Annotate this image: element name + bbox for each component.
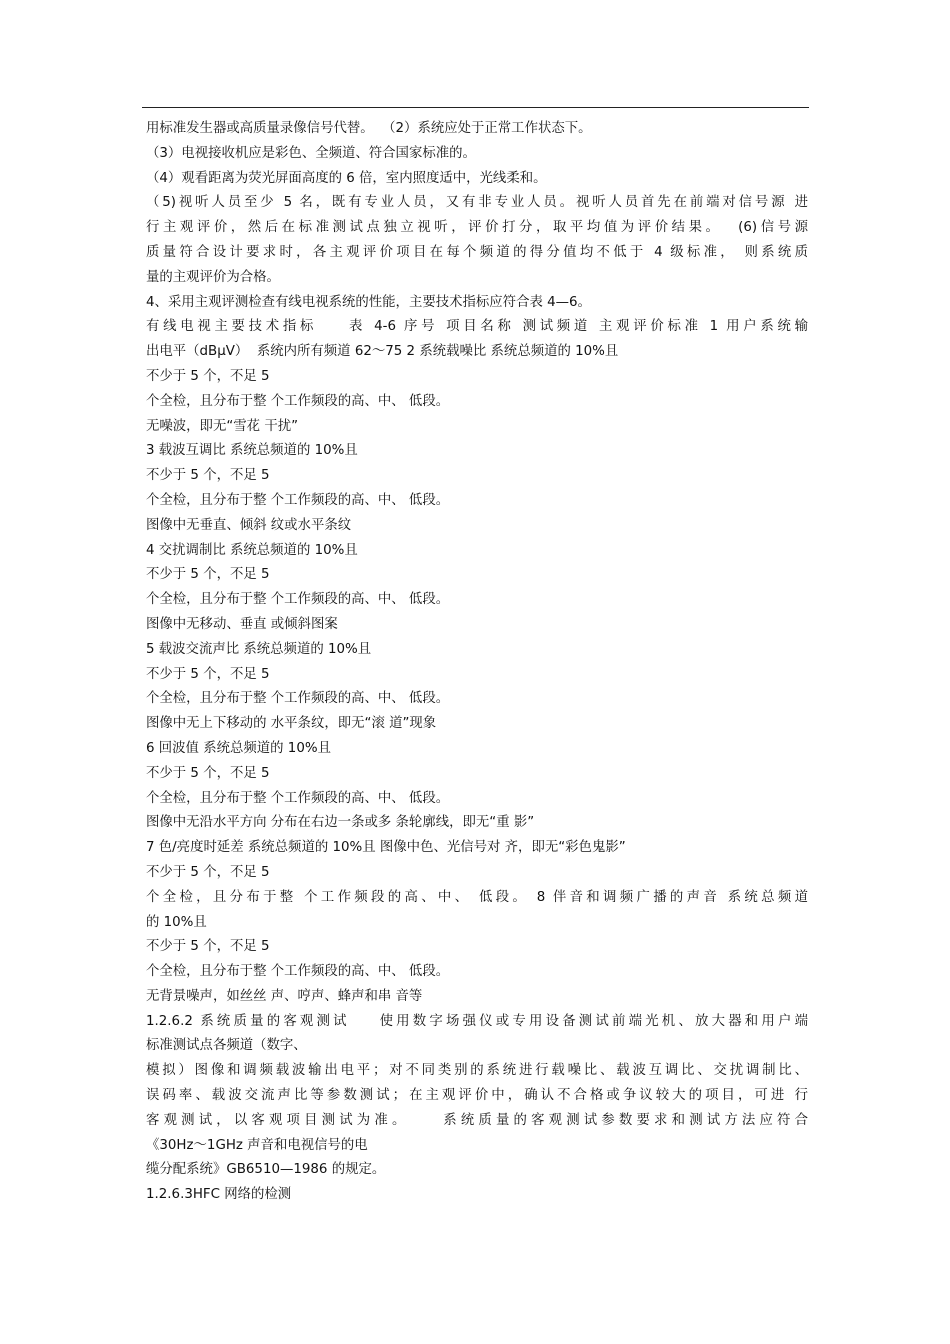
text-line: 个全检，且分布于整 个工作频段的高、中、 低段。: [146, 492, 450, 508]
text-line: 4 交扰调制比 系统总频道的 10%且: [146, 542, 358, 558]
document-body: [146, 117, 808, 1208]
text-line: 个全检，且分布于整 个工作频段的高、中、 低段。: [146, 790, 450, 806]
text-line: 个全检，且分布于整 个工作频段的高、中、 低段。: [146, 691, 450, 707]
text-line: 无背景噪声，如丝丝 声、哼声、蜂声和串 音等: [146, 988, 423, 1004]
text-line: 个全检，且分布于整 个工作频段的高、中、 低段。 8 伴音和调频广播的声音 系统总频道: [146, 889, 808, 905]
text-line: 标准测试点各频道（数字、: [146, 1038, 307, 1054]
text-line: 5 载波交流声比 系统总频道的 10%且: [146, 641, 372, 657]
text-line: 图像中无移动、垂直 或倾斜图案: [146, 616, 338, 632]
text-line: 1.2.6.2 系统质量的客观测试 使用数字场强仪或专用设备测试前端光机、放大器和用户端: [146, 1013, 808, 1029]
text-line: 客观测试，以客观项目测试为准。 系统质量的客观测试参数要求和测试方法应符合: [146, 1112, 808, 1128]
text-line: （3）电视接收机应是彩色、全频道、符合国家标准的。: [146, 145, 476, 161]
text-line: 用标准发生器或高质量录像信号代替。 （2）系统应处于正常工作状态下。: [146, 121, 592, 136]
text-line: 行主观评价，然后在标准测试点独立视听，评价打分，取平均值为评价结果。 (6)信号源: [146, 220, 808, 236]
text-line: 模拟）图像和调频载波输出电平；对不同类别的系统进行载噪比、载波互调比、交扰调制比、: [146, 1063, 808, 1079]
text-line: 1.2.6.3HFC 网络的检测: [146, 1187, 292, 1203]
text-line: 的 10%且: [146, 914, 207, 930]
text-line: 不少于 5 个，不足 5: [146, 864, 270, 880]
text-line: 不少于 5 个，不足 5: [146, 468, 270, 484]
text-line: 不少于 5 个，不足 5: [146, 368, 270, 384]
text-line: 图像中无垂直、倾斜 纹或水平条纹: [146, 517, 352, 533]
text-line: 个全检，且分布于整 个工作频段的高、中、 低段。: [146, 592, 450, 608]
text-line: 不少于 5 个，不足 5: [146, 765, 270, 781]
text-line: 《30Hz～1GHz 声音和电视信号的电: [146, 1137, 368, 1153]
text-line: 图像中无沿水平方向 分布在右边一条或多 条轮廓线，即无“重 影”: [146, 815, 535, 831]
header-rule: [142, 107, 809, 108]
text-line: 不少于 5 个，不足 5: [146, 666, 270, 682]
text-line: 量的主观评价为合格。: [146, 269, 280, 285]
text-line: 缆分配系统》GB6510—1986 的规定。: [146, 1162, 386, 1178]
text-line: 不少于 5 个，不足 5: [146, 939, 270, 955]
text-line: 有线电视主要技术指标 表 4-6 序号 项目名称 测试频道 主观评价标准 1 用户系统输: [146, 319, 808, 335]
text-line: 4、采用主观评测检查有线电视系统的性能，主要技术指标应符合表 4—6。: [146, 294, 591, 310]
text-line: 误码率、载波交流声比等参数测试；在主观评价中，确认不合格或争议较大的项目，可进 行: [146, 1088, 808, 1104]
text-line: 7 色/亮度时延差 系统总频道的 10%且 图像中色、光信号对 齐，即无“彩色鬼影”: [146, 840, 626, 856]
text-line: 个全检，且分布于整 个工作频段的高、中、 低段。: [146, 964, 450, 980]
text-line: 不少于 5 个，不足 5: [146, 567, 270, 583]
text-line: （4）观看距离为荧光屏面高度的 6 倍，室内照度适中，光线柔和。: [146, 170, 547, 186]
text-line: （5)视听人员至少 5 名，既有专业人员，又有非专业人员。视听人员首先在前端对信号源 进: [146, 195, 808, 211]
text-line: 3 载波互调比 系统总频道的 10%且: [146, 443, 358, 459]
text-line: 图像中无上下移动的 水平条纹，即无“滚 道”现象: [146, 716, 437, 732]
text-line: 无噪波，即无“雪花 干扰”: [146, 418, 299, 434]
text-line: 出电平（dBμV） 系统内所有频道 62～75 2 系统载噪比 系统总频道的 10%且: [146, 344, 619, 360]
text-line: 个全检，且分布于整 个工作频段的高、中、 低段。: [146, 393, 450, 409]
text-line: 6 回波值 系统总频道的 10%且: [146, 740, 331, 756]
text-line: 质量符合设计要求时，各主观评价项目在每个频道的得分值均不低于 4 级标准， 则系统质: [146, 244, 808, 260]
